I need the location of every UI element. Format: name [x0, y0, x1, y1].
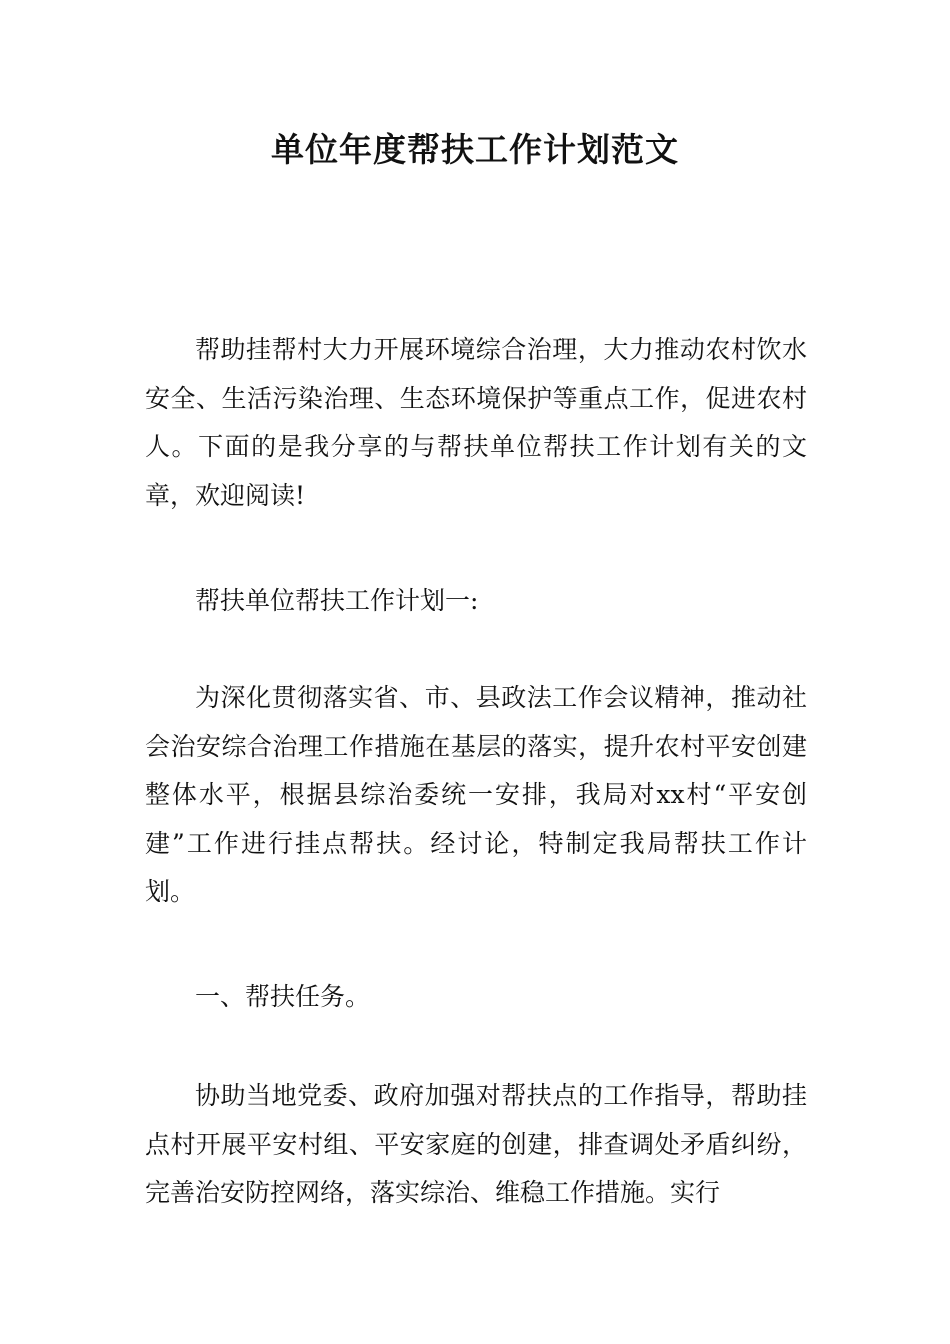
paragraph-plan-purpose: 为深化贯彻落实省、市、县政法工作会议精神，推动社会治安综合治理工作措施在基层的落实，提升农村平安创建整体水平，根据县综治委统一安排，我局对xx村“平安创建”工作进行挂点帮扶。经讨论，特制定我局帮扶工作计划。 [145, 683, 807, 906]
paragraph-tasks-content: 协助当地党委、政府加强对帮扶点的工作指导，帮助挂点村开展平安村组、平安家庭的创建，排查调处矛盾纠纷，完善治安防控网络，落实综治、维稳工作措施。实行 [145, 1081, 807, 1207]
section-heading-tasks: 一、帮扶任务。 [195, 982, 371, 1011]
paragraph-intro: 帮助挂帮村大力开展环境综合治理，大力推动农村饮水安全、生活污染治理、生态环境保护等重点工作，促进农村人。下面的是我分享的与帮扶单位帮扶工作计划有关的文章，欢迎阅读! [145, 335, 807, 510]
paragraph-plan-one-heading: 帮扶单位帮扶工作计划一: [195, 586, 479, 615]
document-title: 单位年度帮扶工作计划范文 [271, 130, 679, 169]
